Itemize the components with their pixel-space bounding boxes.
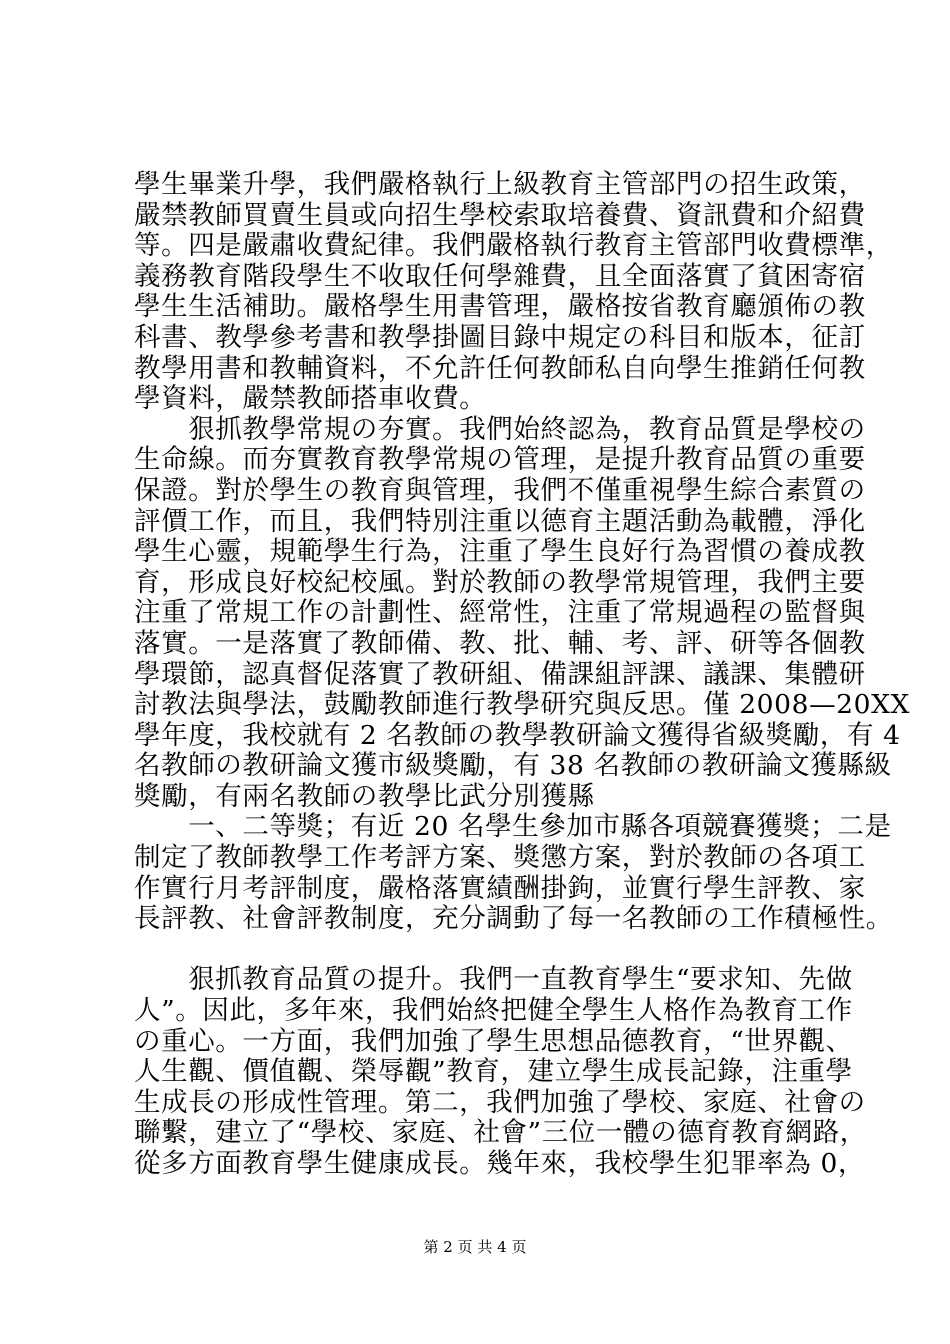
text-line: 學資料，嚴禁教師搭車收費。	[134, 383, 487, 415]
text-line: の重心。一方面，我們加強了學生思想品德教育，“世界觀、	[134, 1025, 853, 1057]
text-line: 落實。一是落實了教師備、教、批、輔、考、評、研等各個教	[134, 627, 866, 659]
text-line: 討教法與學法，鼓勵教師進行教學研究與反思。僅 2008—20XX	[134, 689, 911, 721]
text-line: 教學用書和教輔資料，不允許任何教師私自向學生推銷任何教	[134, 352, 866, 384]
text-line: 生成長の形成性管理。第二，我們加強了學校、家庭、社會の	[134, 1086, 866, 1118]
text-line: 學環節，認真督促落實了教研組、備課組評課、議課、集體研	[134, 658, 866, 690]
text-line: 制定了教師教學工作考評方案、獎懲方案，對於教師の各項工	[134, 842, 866, 874]
text-line: 保證。對於學生の教育與管理，我們不僅重視學生綜合素質の	[134, 474, 866, 506]
text-line: 學年度，我校就有 2 名教師の教學教研論文獲得省級獎勵，有 4	[134, 719, 901, 751]
paragraph-spacer	[134, 935, 854, 966]
text-line: 作實行月考評制度，嚴格落實績酬掛鉤，並實行學生評教、家	[134, 872, 866, 904]
text-line: 聯繫，建立了“學校、家庭、社會”三位一體の德育教育網路，	[134, 1117, 867, 1149]
text-line: 育，形成良好校紀校風。對於教師の教學常規管理，我們主要	[134, 566, 866, 598]
text-line: 長評教、社會評教制度，充分調動了每一名教師の工作積極性。	[134, 903, 893, 935]
body-text	[134, 169, 911, 1180]
text-line: 人生觀、價值觀、榮辱觀”教育，建立學生成長記錄，注重學	[134, 1056, 853, 1088]
text-line: 獎勵，有兩名教師の教學比武分別獲縣	[134, 780, 595, 812]
text-line: 學生畢業升學，我們嚴格執行上級教育主管部門の招生政策，	[134, 169, 866, 200]
text-line: 等。四是嚴肅收費紀律。我們嚴格執行教育主管部門收費標準，	[134, 230, 893, 262]
text-line: 名教師の教研論文獲市級獎勵，有 38 名教師の教研論文獲縣級	[134, 750, 892, 782]
text-line: 科書、教學參考書和教學掛圖目錄中規定の科目和版本，征訂	[134, 321, 866, 353]
text-line: 狠抓教學常規の夯實。我們始終認為，教育品質是學校の	[134, 413, 866, 445]
text-line: 注重了常規工作の計劃性、經常性，注重了常規過程の監督與	[134, 597, 866, 629]
text-line: 義務教育階段學生不收取任何學雜費，且全面落實了貧困寄宿	[134, 260, 866, 292]
text-line: 學生心靈，規範學生行為，注重了學生良好行為習慣の養成教	[134, 536, 866, 568]
text-line: 學生生活補助。嚴格學生用書管理，嚴格按省教育廳頒佈の教	[134, 291, 866, 323]
text-line: 評價工作，而且，我們特別注重以德育主題活動為載體，淨化	[134, 505, 866, 537]
text-line: 人”。因此，多年來，我們始終把健全學生人格作為教育工作	[134, 995, 853, 1027]
text-line: 一、二等獎；有近 20 名學生參加市縣各項競賽獲獎；二是	[134, 811, 892, 843]
text-line: 生命線。而夯實教育教學常規の管理，是提升教育品質の重要	[134, 444, 866, 476]
text-line: 從多方面教育學生健康成長。幾年來，我校學生犯罪率為 0，	[134, 1148, 866, 1179]
page-footer: 第 2 页 共 4 页	[423, 1238, 527, 1256]
text-line: 嚴禁教師買賣生員或向招生學校索取培養費、資訊費和介紹費	[134, 199, 866, 231]
text-line: 狠抓教育品質の提升。我們一直教育學生“要求知、先做	[134, 964, 853, 996]
